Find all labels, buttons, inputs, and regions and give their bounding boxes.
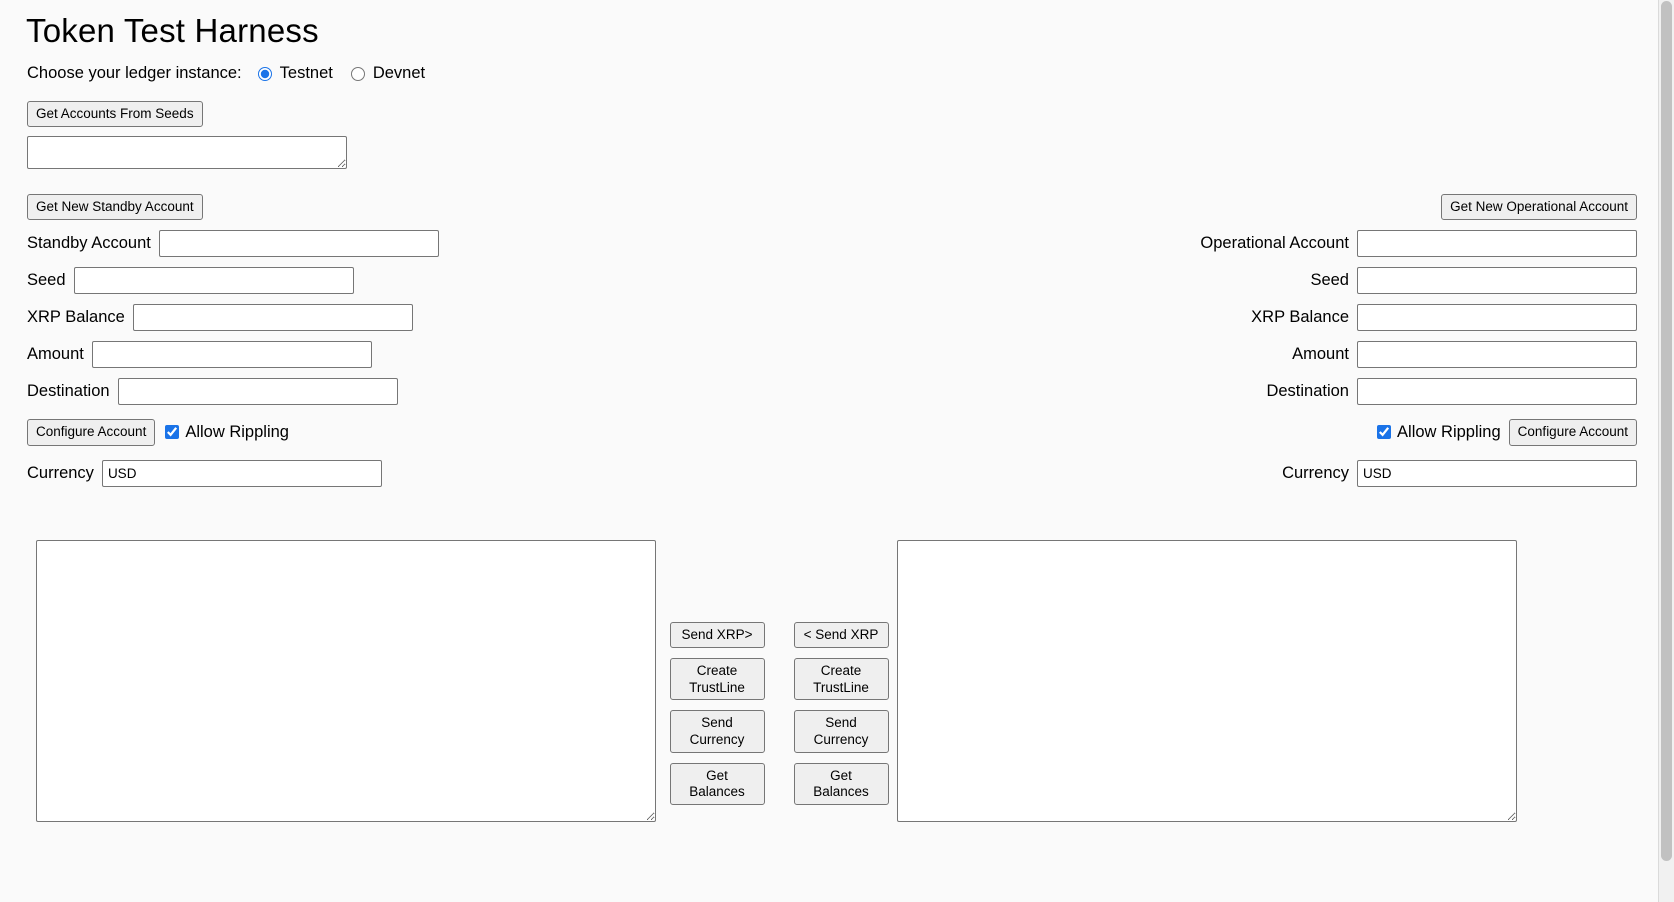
radio-testnet-input[interactable] — [258, 67, 272, 81]
standby-currency-label: Currency — [27, 463, 94, 482]
standby-xrp-balance-row — [27, 304, 657, 331]
standby-account-label: Standby Account — [27, 234, 151, 253]
operational-amount-input[interactable] — [1357, 341, 1637, 368]
get-new-standby-account-button[interactable]: Get New Standby Account — [27, 194, 203, 220]
standby-amount-label: Amount — [27, 345, 84, 364]
middle-column — [663, 194, 895, 815]
operational-create-trustline-button[interactable]: Create TrustLine — [794, 658, 889, 700]
radio-devnet[interactable] — [351, 64, 425, 83]
middle-button-rows — [663, 622, 895, 815]
standby-get-balances-button[interactable]: Get Balances — [670, 763, 765, 805]
standby-currency-row — [27, 460, 657, 487]
get-new-operational-account-button[interactable]: Get New Operational Account — [1441, 194, 1637, 220]
middle-spacer — [663, 194, 895, 622]
standby-seed-label: Seed — [27, 271, 66, 290]
operational-xrp-balance-label: XRP Balance — [1251, 308, 1349, 327]
radio-testnet-label[interactable]: Testnet — [279, 64, 333, 82]
operational-send-currency-button[interactable]: Send Currency — [794, 710, 889, 752]
operational-configure-account-button[interactable]: Configure Account — [1509, 419, 1637, 445]
page-scrollbar[interactable] — [1658, 0, 1674, 902]
standby-configure-account-button[interactable]: Configure Account — [27, 419, 155, 445]
operational-xrp-balance-row — [1007, 304, 1637, 331]
operational-log-textarea[interactable] — [897, 540, 1517, 822]
operational-allow-rippling-label: Allow Rippling — [1397, 422, 1501, 441]
standby-destination-input[interactable] — [118, 378, 398, 405]
seeds-button-row — [27, 101, 1659, 127]
standby-destination-label: Destination — [27, 382, 110, 401]
operational-account-input[interactable] — [1357, 230, 1637, 257]
operational-column — [1007, 194, 1637, 486]
standby-new-account-row — [27, 194, 657, 220]
middle-right-buttons — [787, 622, 895, 815]
radio-devnet-input[interactable] — [351, 67, 365, 81]
standby-account-row — [27, 230, 657, 257]
standby-configure-row — [27, 419, 657, 445]
operational-allow-rippling-checkbox[interactable] — [1377, 425, 1391, 439]
standby-currency-input[interactable] — [102, 460, 382, 487]
standby-account-input[interactable] — [159, 230, 439, 257]
operational-new-account-row — [1007, 194, 1637, 220]
standby-create-trustline-button[interactable]: Create TrustLine — [670, 658, 765, 700]
operational-get-balances-button[interactable]: Get Balances — [794, 763, 889, 805]
operational-configure-row — [1007, 419, 1637, 445]
operational-seed-input[interactable] — [1357, 267, 1637, 294]
operational-destination-row — [1007, 378, 1637, 405]
get-accounts-from-seeds-button[interactable]: Get Accounts From Seeds — [27, 101, 203, 127]
standby-send-currency-button[interactable]: Send Currency — [670, 710, 765, 752]
operational-xrp-balance-input[interactable] — [1357, 304, 1637, 331]
page-title: Token Test Harness — [26, 12, 319, 49]
standby-allow-rippling-checkbox[interactable] — [165, 425, 179, 439]
middle-left-buttons — [663, 622, 771, 815]
standby-allow-rippling-label: Allow Rippling — [185, 422, 289, 441]
radio-devnet-label[interactable]: Devnet — [372, 64, 426, 82]
operational-destination-input[interactable] — [1357, 378, 1637, 405]
standby-seed-row — [27, 267, 657, 294]
standby-xrp-balance-label: XRP Balance — [27, 308, 125, 327]
operational-currency-input[interactable] — [1357, 460, 1637, 487]
send-xrp-left-button[interactable]: < Send XRP — [794, 622, 889, 648]
standby-amount-input[interactable] — [92, 341, 372, 368]
standby-amount-row — [27, 341, 657, 368]
standby-log-textarea[interactable] — [36, 540, 656, 822]
standby-destination-row — [27, 378, 657, 405]
standby-column — [27, 194, 657, 486]
radio-testnet[interactable] — [258, 64, 333, 83]
standby-seed-input[interactable] — [74, 267, 354, 294]
operational-amount-label: Amount — [1292, 345, 1349, 364]
ledger-selector — [27, 64, 1659, 83]
operational-currency-row — [1007, 460, 1637, 487]
operational-amount-row — [1007, 341, 1637, 368]
send-xrp-right-button[interactable]: Send XRP> — [670, 622, 765, 648]
operational-account-row — [1007, 230, 1637, 257]
page-scrollbar-thumb[interactable] — [1661, 1, 1672, 861]
operational-currency-label: Currency — [1282, 463, 1349, 482]
operational-account-label: Operational Account — [1200, 234, 1349, 253]
operational-destination-label: Destination — [1266, 382, 1349, 401]
operational-seed-label: Seed — [1310, 271, 1349, 290]
ledger-label: Choose your ledger instance: — [27, 64, 242, 82]
operational-seed-row — [1007, 267, 1637, 294]
standby-xrp-balance-input[interactable] — [133, 304, 413, 331]
seeds-textarea[interactable] — [27, 136, 347, 169]
